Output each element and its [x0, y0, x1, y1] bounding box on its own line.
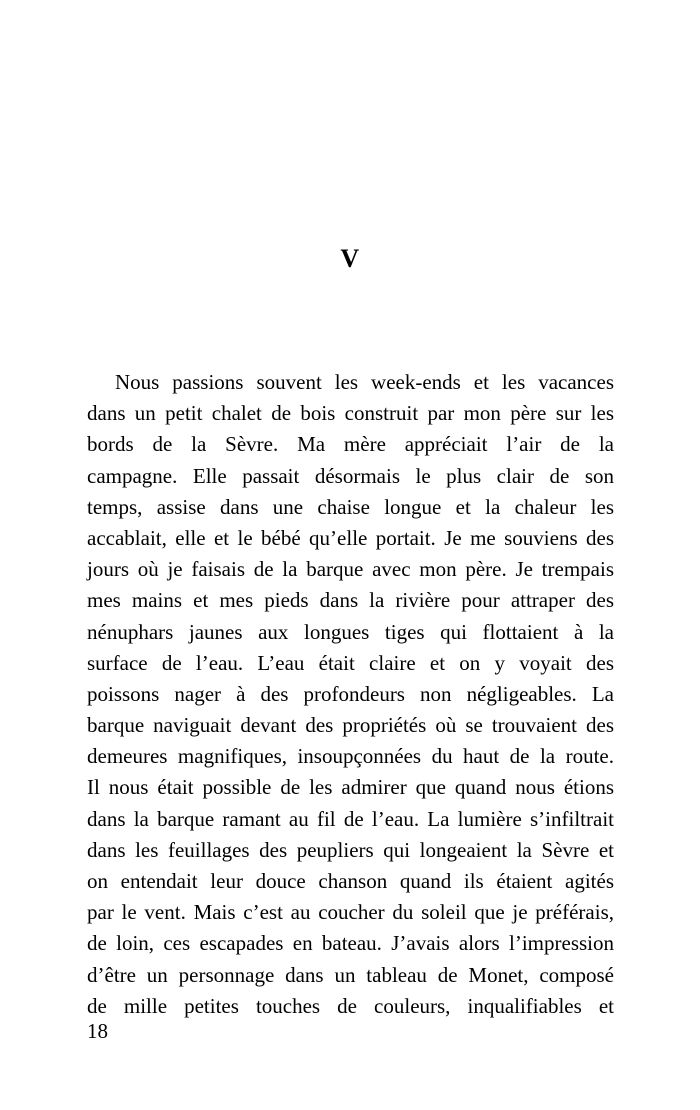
text-line: jours où je faisais de la barque avec mon père. Je trempais	[87, 557, 614, 582]
text-line: surface de l’eau. L’eau était claire et on y voyait des	[87, 650, 614, 675]
text-line: poissons nager à des profondeurs non négligeables. La	[87, 681, 614, 706]
text-line: Nous passions souvent les week-ends et les vacances	[115, 370, 614, 394]
text-line: temps, assise dans une chaise longue et la chaleur les	[87, 494, 614, 519]
text-line: nénuphars jaunes aux longues tiges qui flottaient à la	[87, 619, 614, 644]
chapter-heading: V	[340, 244, 360, 273]
text-line: accablait, elle et le bébé qu’elle portait. Je me souviens des	[87, 525, 614, 550]
text-line: dans la barque ramant au fil de l’eau. La lumière s’infiltrait	[87, 806, 614, 831]
text-line: on entendait leur douce chanson quand ils étaient agités	[87, 869, 614, 893]
text-line: dans les feuillages des peupliers qui longeaient la Sèvre et	[87, 837, 614, 862]
text-line: d’être un personnage dans un tableau de Monet, composé	[87, 962, 614, 987]
text-line: de loin, ces escapades en bateau. J’avais alors l’impression	[87, 931, 614, 956]
body-paragraph	[87, 367, 614, 1022]
text-line: bords de la Sèvre. Ma mère appréciait l’air de la	[87, 432, 614, 457]
text-line: de mille petites touches de couleurs, inqualifiables et	[87, 993, 614, 1018]
text-line: campagne. Elle passait désormais le plus clair de son	[87, 463, 614, 488]
text-line: par le vent. Mais c’est au coucher du soleil que je préférais,	[87, 900, 614, 925]
text-line: mes mains et mes pieds dans la rivière pour attraper des	[87, 588, 614, 613]
text-line: demeures magnifiques, insoupçonnées du haut de la route.	[87, 744, 614, 769]
text-line: barque naviguait devant des propriétés où se trouvaient des	[87, 713, 614, 738]
text-line: Il nous était possible de les admirer que quand nous étions	[87, 775, 614, 800]
page-number: 18	[87, 1019, 108, 1043]
text-line: dans un petit chalet de bois construit par mon père sur les	[87, 401, 614, 426]
